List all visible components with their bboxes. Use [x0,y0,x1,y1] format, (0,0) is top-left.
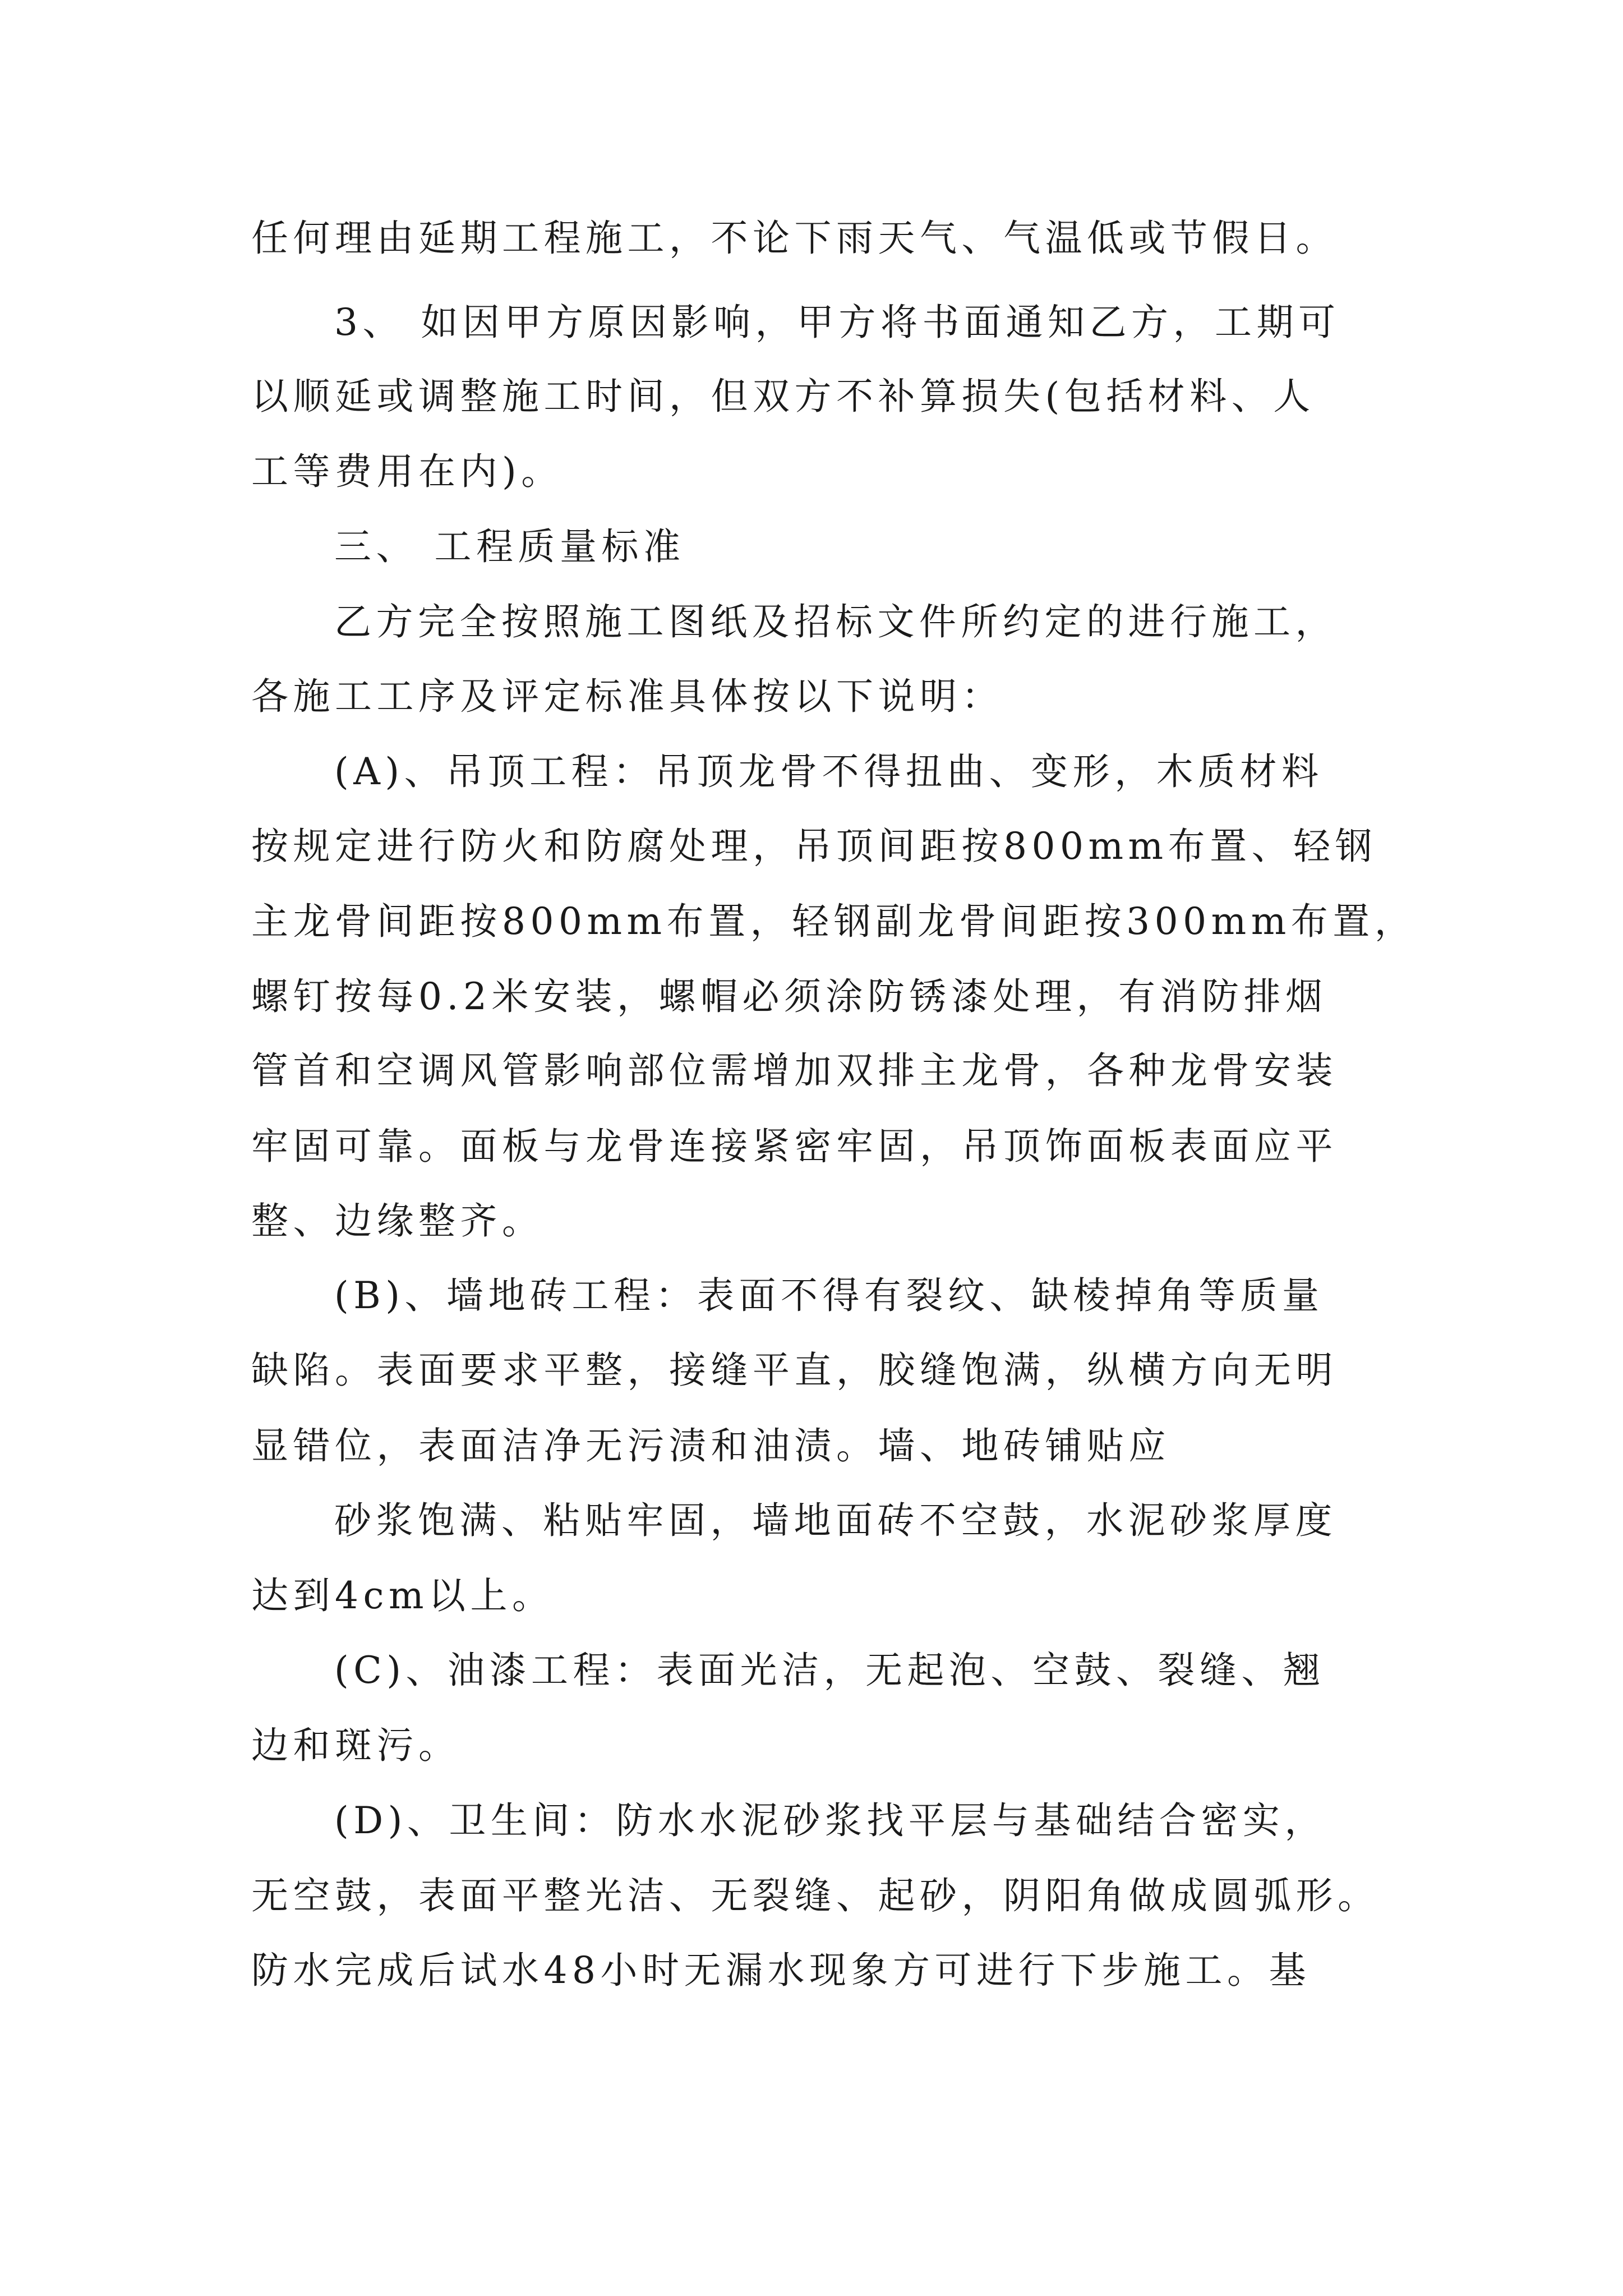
text-line: 工等费用在内)。 [251,450,563,493]
text-line: (B)、墙地砖工程：表面不得有裂纹、缺棱掉角等质量 [334,1274,1324,1317]
text-line: 砂浆饱满、粘贴牢固，墙地面砖不空鼓，水泥砂浆厚度 [334,1499,1337,1542]
text-line: 边和斑污。 [251,1724,460,1767]
text-line: 按规定进行防火和防腐处理，吊顶间距按800mm布置、轻钢 [251,825,1377,868]
section-heading: 三、 工程质量标准 [334,525,685,568]
text-line: 管首和空调风管影响部位需增加双排主龙骨，各种龙骨安装 [251,1049,1338,1092]
text-line: 防水完成后试水48小时无漏水现象方可进行下步施工。基 [251,1949,1311,1992]
text-line: 螺钉按每0.2米安装，螺帽必须涂防锈漆处理，有消防排烟 [251,975,1327,1018]
text-line: 达到4cm以上。 [251,1574,554,1617]
text-line: 乙方完全按照施工图纸及招标文件所约定的进行施工， [334,600,1337,643]
text-line: (A)、吊顶工程：吊顶龙骨不得扭曲、变形，木质材料 [334,750,1324,793]
text-line: 任何理由延期工程施工，不论下雨天气、气温低或节假日。 [251,217,1338,260]
text-line: 显错位，表面洁净无污渍和油渍。墙、地砖铺贴应 [251,1424,1170,1467]
text-line: (C)、油漆工程：表面光洁，无起泡、空鼓、裂缝、翘 [334,1649,1325,1692]
text-line: 以顺延或调整施工时间，但双方不补算损失(包括材料、人 [251,375,1315,418]
text-line: 缺陷。表面要求平整，接缝平直，胶缝饱满，纵横方向无明 [251,1349,1338,1392]
text-line: 整、边缘整齐。 [251,1199,544,1243]
text-line: 牢固可靠。面板与龙骨连接紧密牢固，吊顶饰面板表面应平 [251,1125,1338,1168]
text-line: 3、 如因甲方原因影响，甲方将书面通知乙方，工期可 [334,301,1340,344]
text-line: 无空鼓，表面平整光洁、无裂缝、起砂，阴阳角做成圆弧形。 [251,1874,1380,1917]
text-line: 主龙骨间距按800mm布置，轻钢副龙骨间距按300mm布置， [251,900,1417,943]
text-line: 各施工工序及评定标准具体按以下说明： [251,675,1003,718]
text-line: (D)、卫生间：防水水泥砂浆找平层与基础结合密实， [334,1799,1326,1842]
